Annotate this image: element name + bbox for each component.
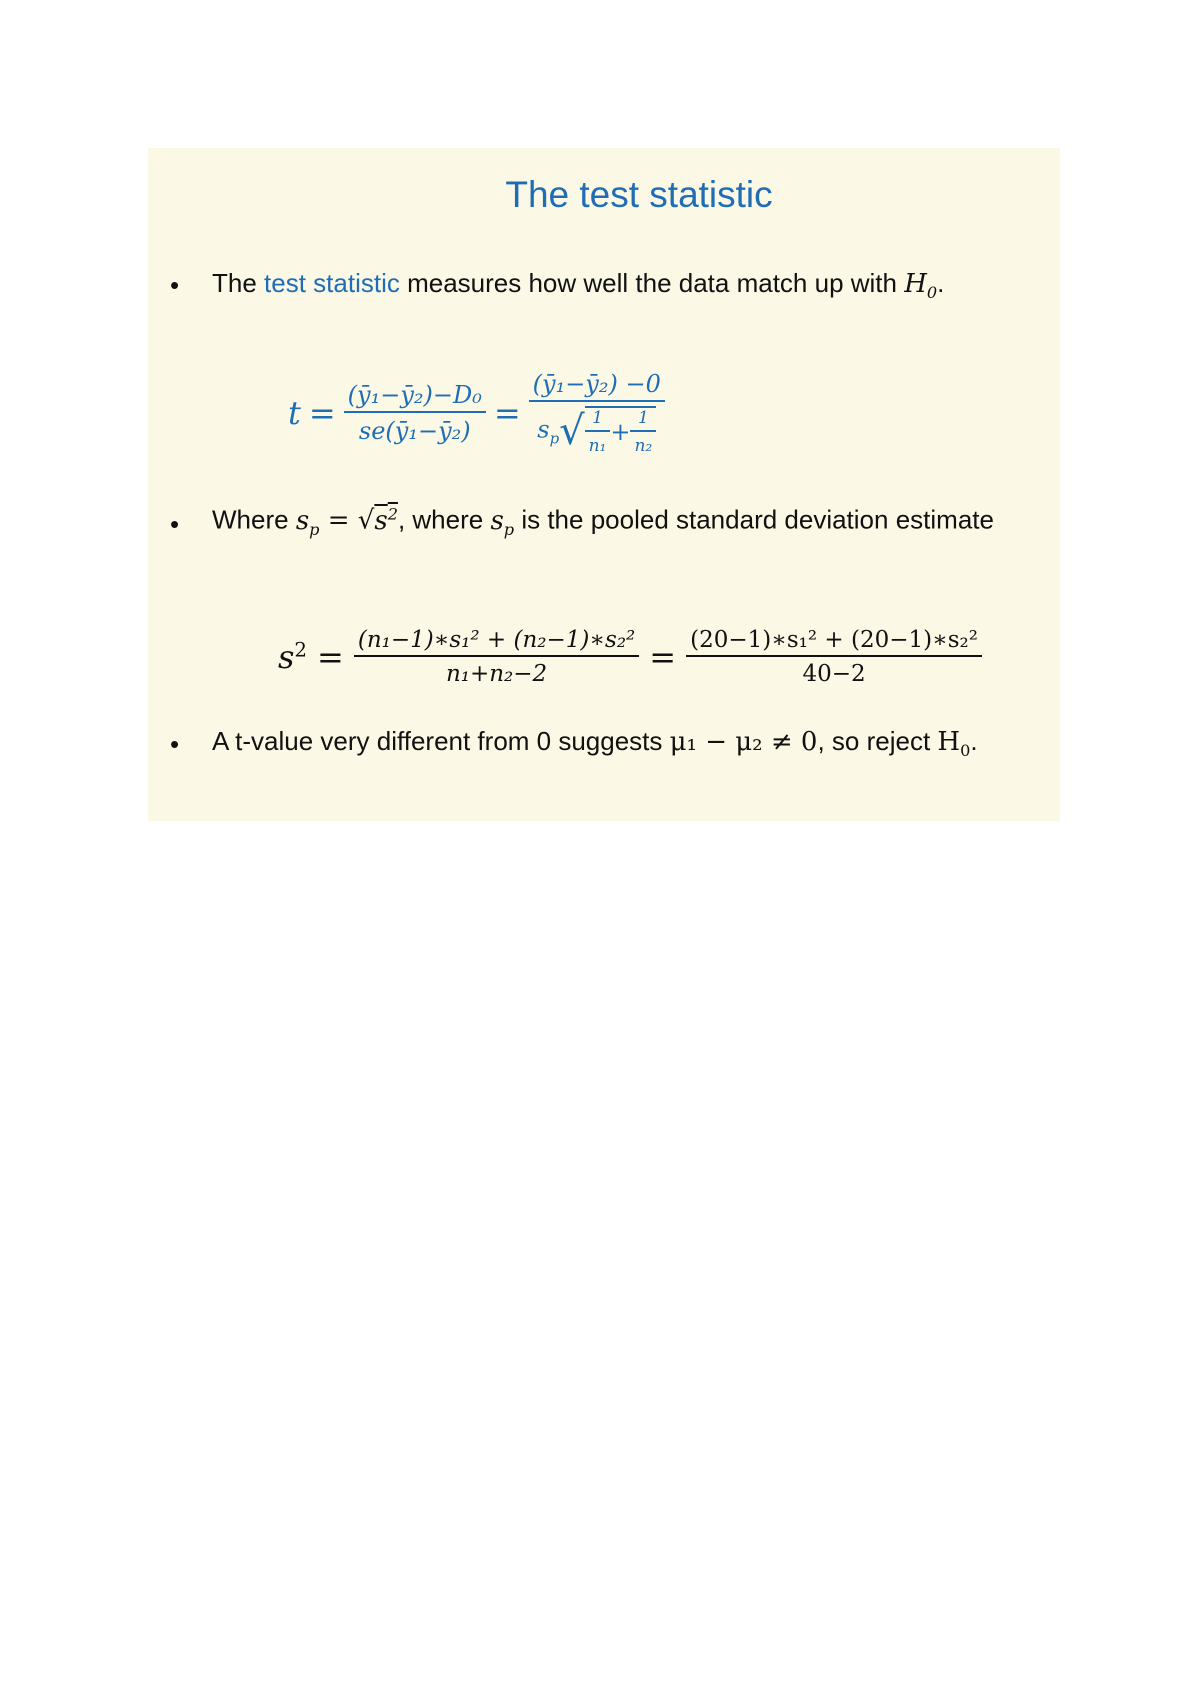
pooled-fraction-1-numerator: (n₁−1)∗s₁² + (n₂−1)∗s₂² xyxy=(354,627,639,657)
pooled-fraction-2-denominator: 40−2 xyxy=(802,661,866,687)
t-fraction-1-denominator: se(ȳ₁−ȳ₂) xyxy=(358,417,471,445)
bullet-marker: • xyxy=(170,509,180,539)
bullet3-end: . xyxy=(970,726,978,756)
h0-symbol: $H_0$ xyxy=(937,727,971,761)
mu-difference-expression: μ₁ − μ₂ ≠ 0 xyxy=(669,727,818,757)
t-fraction-2-numerator: (ȳ₁−ȳ₂) −0 xyxy=(529,370,665,402)
one-over-n1: $\frac{1}{\text{n₁}}$ xyxy=(585,408,611,456)
t-fraction-2 xyxy=(529,370,665,456)
slide xyxy=(148,148,1060,821)
bullet1-prefix: The xyxy=(212,268,265,298)
equals-sign: = xyxy=(317,638,344,676)
t-statistic-equation xyxy=(288,370,665,456)
bullet2-suffix: is the pooled standard deviation estimate xyxy=(514,504,994,535)
sqrt-icon: √ $\frac{1}{\text{n₁}}$ + $\frac{1}{\text{n₂}}$ xyxy=(559,406,656,456)
t-fraction-2-denominator: $s_p√$ $\frac{1}{\text{n₁}}$ + $\frac{1}{\text{n₂}}$ xyxy=(529,402,665,456)
bullet1-end: . xyxy=(937,268,945,298)
bullet2-prefix: Where xyxy=(212,504,296,535)
bullet-marker: • xyxy=(170,270,180,300)
equals-sign: = xyxy=(493,394,521,432)
sp-symbol: $s_p$ xyxy=(295,505,320,539)
bullet-reject-h0 xyxy=(212,726,978,760)
slide-title: The test statistic xyxy=(505,174,773,215)
h0-symbol: $H_0$ xyxy=(904,269,938,303)
bullet3-mid: , so reject xyxy=(817,726,938,756)
pooled-fraction-2-numerator: (20−1)∗s₁² + (20−1)∗s₂² xyxy=(686,627,982,657)
bullet3-prefix: A t-value very different from 0 suggests xyxy=(212,726,670,756)
bullet2-mid: , where xyxy=(397,504,491,535)
t-symbol: t xyxy=(288,394,301,432)
test-statistic-term: test statistic xyxy=(264,268,400,298)
bullet-test-statistic xyxy=(212,268,944,302)
s-squared-lhs: $s^2$ xyxy=(278,638,308,676)
t-fraction-1 xyxy=(344,381,486,445)
bullet-marker: • xyxy=(170,729,180,759)
one-over-n2: $\frac{1}{\text{n₂}}$ xyxy=(630,408,656,456)
t-fraction-1-numerator: (ȳ₁−ȳ₂)−D₀ xyxy=(344,381,486,413)
sp-symbol: $s_p$ xyxy=(490,505,515,539)
pooled-fraction-2 xyxy=(686,627,982,687)
pooled-fraction-1 xyxy=(354,627,639,687)
pooled-variance-equation xyxy=(278,627,982,687)
bullet1-suffix: measures how well the data match up with xyxy=(399,268,905,298)
equals-sqrt: = √ xyxy=(319,505,375,536)
equals-sign: = xyxy=(649,638,677,676)
bullet-pooled-sd xyxy=(212,504,994,539)
equals-sign: = xyxy=(308,394,336,432)
s-squared-symbol: $s^2$ xyxy=(374,504,398,536)
pooled-fraction-1-denominator: n₁+n₂−2 xyxy=(445,661,548,687)
